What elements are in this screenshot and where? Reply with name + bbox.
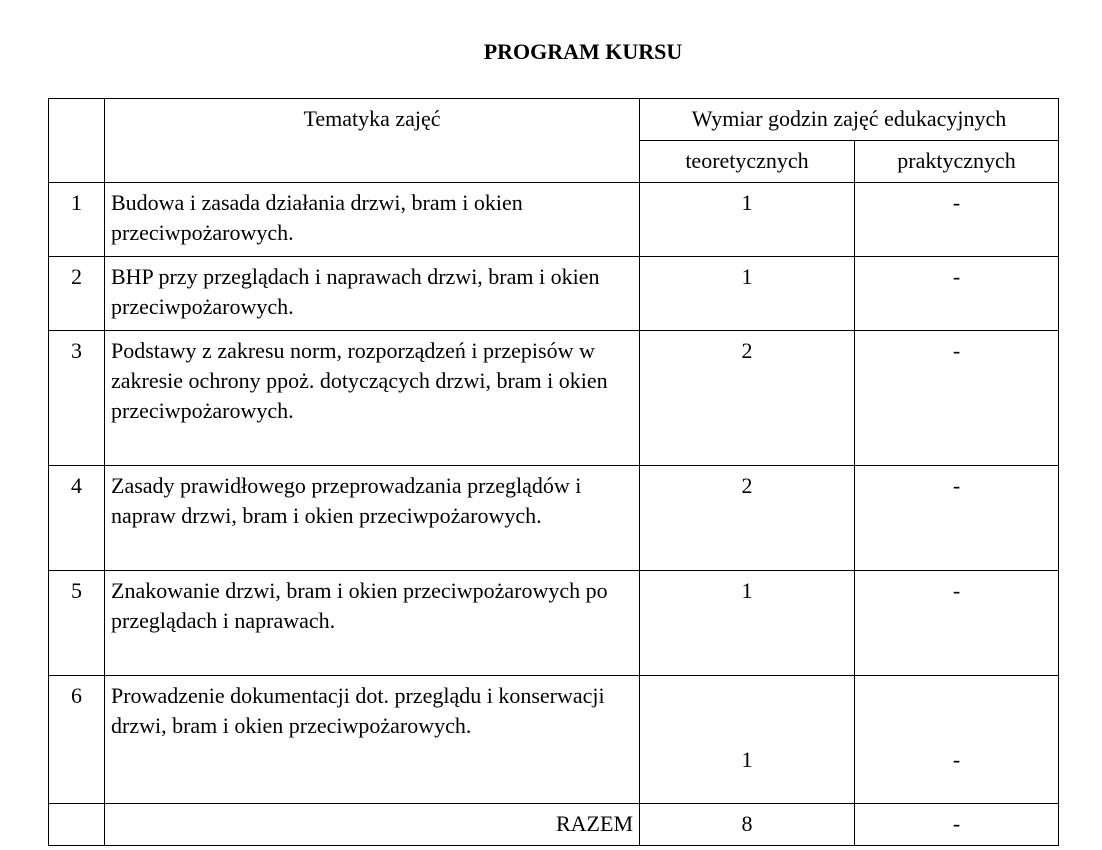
row-number: 6 <box>49 676 105 804</box>
row-theoretical-hours: 1 <box>640 183 855 257</box>
table-row <box>49 257 1059 331</box>
row-practical-hours: - <box>855 571 1059 676</box>
row-theoretical-hours: 2 <box>640 466 855 571</box>
row-topic: BHP przy przeglądach i naprawach drzwi, bram i okien przeciwpożarowych. <box>105 257 640 331</box>
row-number: 5 <box>49 571 105 676</box>
row-topic: Podstawy z zakresu norm, rozporządzeń i przepisów w zakresie ochrony ppoż. dotyczących drzwi, bram i okien przeciwpożarowych. <box>105 331 640 466</box>
row-topic: Znakowanie drzwi, bram i okien przeciwpożarowych po przeglądach i naprawach. <box>105 571 640 676</box>
total-practical-hours: - <box>855 804 1059 846</box>
total-label: RAZEM <box>105 804 640 846</box>
table-row <box>49 331 1059 466</box>
table-row <box>49 466 1059 571</box>
row-number: 2 <box>49 257 105 331</box>
course-program-table <box>48 98 1059 846</box>
row-number: 1 <box>49 183 105 257</box>
total-theoretical-hours: 8 <box>640 804 855 846</box>
row-theoretical-hours: 2 <box>640 331 855 466</box>
header-number-cell <box>49 99 105 183</box>
row-practical-hours: - <box>855 676 1059 804</box>
table-row <box>49 183 1059 257</box>
row-practical-hours: - <box>855 183 1059 257</box>
header-topic: Tematyka zajęć <box>105 99 640 183</box>
table-row <box>49 676 1059 804</box>
row-practical-hours: - <box>855 466 1059 571</box>
row-theoretical-hours: 1 <box>640 676 855 804</box>
row-practical-hours: - <box>855 331 1059 466</box>
row-topic: Budowa i zasada działania drzwi, bram i okien przeciwpożarowych. <box>105 183 640 257</box>
total-number-cell <box>49 804 105 846</box>
row-theoretical-hours: 1 <box>640 257 855 331</box>
page-title: PROGRAM KURSU <box>483 39 683 64</box>
row-practical-hours: - <box>855 257 1059 331</box>
table-row <box>49 571 1059 676</box>
row-topic: Prowadzenie dokumentacji dot. przeglądu i konserwacji drzwi, bram i okien przeciwpożarowych. <box>105 676 640 804</box>
row-number: 4 <box>49 466 105 571</box>
row-topic: Zasady prawidłowego przeprowadzania przeglądów i napraw drzwi, bram i okien przeciwpożarowych. <box>105 466 640 571</box>
table-total-row <box>49 804 1059 846</box>
header-hours-group: Wymiar godzin zajęć edukacyjnych <box>640 99 1059 141</box>
row-theoretical-hours: 1 <box>640 571 855 676</box>
table-header-row <box>49 99 1059 141</box>
header-practical: praktycznych <box>855 141 1059 183</box>
row-number: 3 <box>49 331 105 466</box>
header-theoretical: teoretycznych <box>640 141 855 183</box>
